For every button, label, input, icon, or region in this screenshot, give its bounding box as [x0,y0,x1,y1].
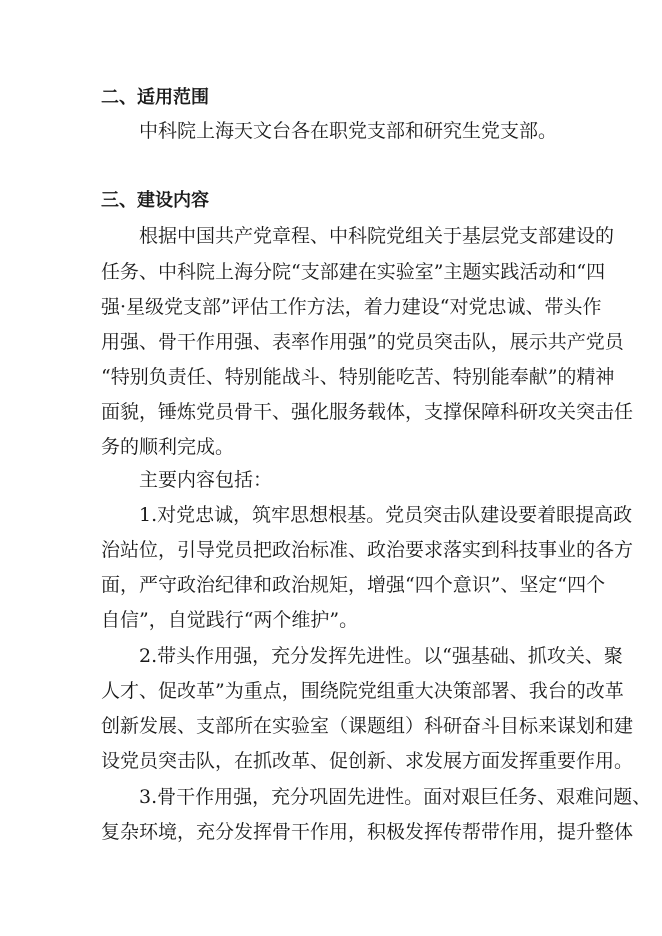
item-2-line: 设党员突击队，在抓改革、促创新、求发展方面发挥重要作用。 [101,750,634,772]
item-3-line: 3.骨干作用强，充分巩固先进性。面对艰巨任务、艰难问题、 [139,786,652,808]
item-3-line: 复杂环境，充分发挥骨干作用，积极发挥传帮带作用，提升整体 [101,821,634,843]
item-1-line: 面，严守政治纪律和政治规矩，增强“四个意识”、坚定“四个 [101,574,606,596]
paragraph-line: 用强、骨干作用强、表率作用强”的党员突击队，展示共产党员 [101,331,624,353]
item-1-line: 自信”，自觉践行“两个维护”。 [101,609,359,631]
item-2-line: 2.带头作用强，充分发挥先进性。以“强基础、抓攻关、聚 [139,645,623,667]
item-2-line: 创新发展、支部所在实验室（课题组）科研奋斗目标来谋划和建 [101,715,634,737]
item-1-line: 治站位，引导党员把政治标准、政治要求落实到科技事业的各方 [101,539,634,561]
heading-section-2: 二、适用范围 [101,87,209,108]
item-2-line: 人才、促改革”为重点，围绕院党组重大决策部署、我台的改革 [101,680,624,702]
paragraph-line: 面貌，锤炼党员骨干、强化服务载体，支撑保障科研攻关突击任 [101,401,634,423]
paragraph-line: 务的顺利完成。 [101,436,235,458]
paragraph-line: 中科院上海天文台各在职党支部和研究生党支部。 [139,120,558,142]
heading-section-3: 三、建设内容 [101,190,209,211]
paragraph-line: 根据中国共产党章程、中科院党组关于基层党支部建设的 [139,225,615,247]
paragraph-line: 任务、中科院上海分院“支部建在实验室”主题实践活动和“四 [101,261,606,283]
paragraph-line: 强·星级党支部”评估工作方法，着力建设“对党忠诚、带头作 [101,296,602,318]
item-1-line: 1.对党忠诚，筑牢思想根基。党员突击队建设要着眼提高政 [139,504,633,526]
main-content-label: 主要内容包括： [139,469,273,491]
paragraph-line: “特别负责任、特别能战斗、特别能吃苦、特别能奉献”的精神 [101,366,615,388]
